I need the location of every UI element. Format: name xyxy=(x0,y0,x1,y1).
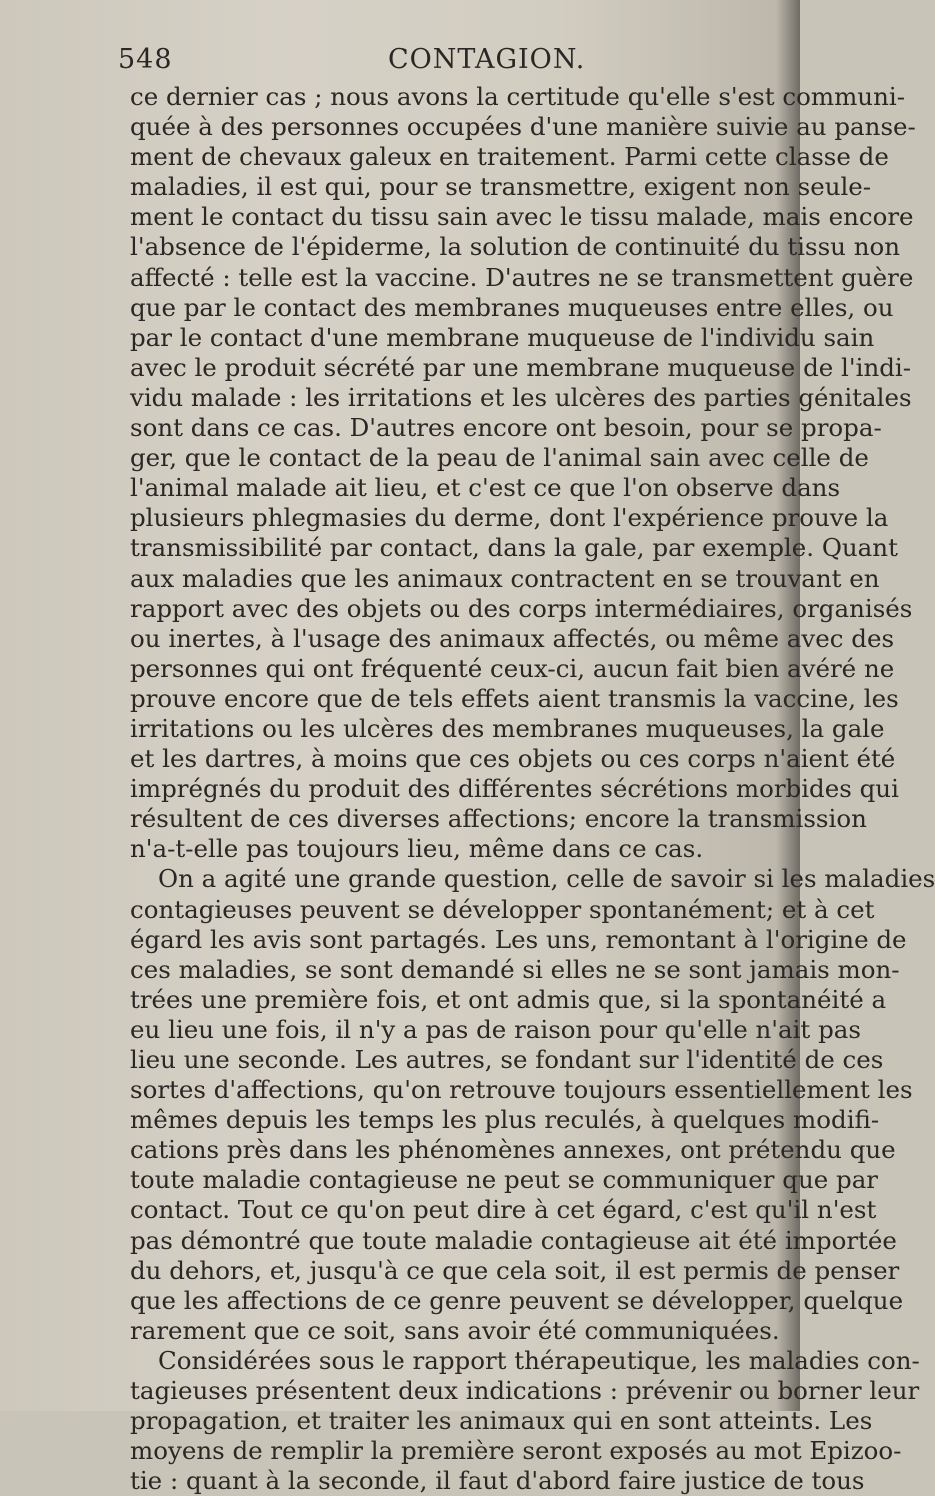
text-line: contact. Tout ce qu'on peut dire à cet égard, c'est qu'il n'est xyxy=(130,1195,877,1225)
body-text xyxy=(130,82,935,1496)
text-line: sortes d'affections, qu'on retrouve toujours essentiellement les xyxy=(130,1075,913,1105)
paragraph-end-line: n'a-t-elle pas toujours lieu, même dans ce cas. xyxy=(130,834,704,864)
text-line: aux maladies que les animaux contractent en se trouvant en xyxy=(130,563,880,593)
text-line: transmissibilité par contact, dans la gale, par exemple. Quant xyxy=(130,533,898,563)
text-line: prouve encore que de tels effets aient transmis la vaccine, les xyxy=(130,683,899,713)
text-line: et les dartres, à moins que ces objets ou ces corps n'aient été xyxy=(130,744,896,774)
paragraph-start-line: Considérées sous le rapport thérapeutique, les maladies con- xyxy=(158,1345,920,1375)
text-line: ment le contact du tissu sain avec le tissu malade, mais encore xyxy=(130,202,914,232)
text-line: que par le contact des membranes muqueuses entre elles, ou xyxy=(130,292,894,322)
text-line: imprégnés du produit des différentes sécrétions morbides qui xyxy=(130,774,899,804)
text-line: l'animal malade ait lieu, et c'est ce que l'on observe dans xyxy=(130,473,841,503)
text-line: affecté : telle est la vaccine. D'autres ne se transmettent guère xyxy=(130,262,914,292)
text-line: tie : quant à la seconde, il faut d'abord faire justice de tous xyxy=(130,1466,865,1496)
text-line: résultent de ces diverses affections; encore la transmission xyxy=(130,804,867,834)
text-line: mêmes depuis les temps les plus reculés, à quelques modifi- xyxy=(130,1105,880,1135)
text-line: du dehors, et, jusqu'à ce que cela soit, il est permis de penser xyxy=(130,1255,900,1285)
text-line: tagieuses présentent deux indications : prévenir ou borner leur xyxy=(130,1376,920,1406)
page-number: 548 xyxy=(118,44,173,75)
text-line: moyens de remplir la première seront exposés au mot Epizoo- xyxy=(130,1436,902,1466)
text-line: ce dernier cas ; nous avons la certitude qu'elle s'est communi- xyxy=(130,82,905,111)
text-line: ger, que le contact de la peau de l'animal sain avec celle de xyxy=(130,443,869,473)
text-line: trées une première fois, et ont admis que, si la spontanéité a xyxy=(130,984,887,1014)
text-line: toute maladie contagieuse ne peut se communiquer que par xyxy=(130,1165,879,1195)
text-line: ou inertes, à l'usage des animaux affectés, ou même avec des xyxy=(130,623,895,653)
text-line: ment de chevaux galeux en traitement. Parmi cette classe de xyxy=(130,142,889,172)
text-line: que les affections de ce genre peuvent se développer, quelque xyxy=(130,1285,904,1315)
page-header xyxy=(0,44,800,84)
text-line: propagation, et traiter les animaux qui en sont atteints. Les xyxy=(130,1406,873,1436)
text-line: ces maladies, se sont demandé si elles ne se sont jamais mon- xyxy=(130,954,900,984)
running-title: CONTAGION. xyxy=(388,44,586,75)
text-line: eu lieu une fois, il n'y a pas de raison pour qu'elle n'ait pas xyxy=(130,1014,861,1044)
text-line: contagieuses peuvent se développer spontanément; et à cet xyxy=(130,894,875,924)
text-line: l'absence de l'épiderme, la solution de continuité du tissu non xyxy=(130,232,901,262)
paragraph-start-line: On a agité une grande question, celle de savoir si les maladies xyxy=(158,864,935,894)
text-line: par le contact d'une membrane muqueuse de l'individu sain xyxy=(130,322,875,352)
text-line: vidu malade : les irritations et les ulcères des parties génitales xyxy=(130,382,912,412)
text-line: sont dans ce cas. D'autres encore ont besoin, pour se propa- xyxy=(130,413,882,443)
paragraph-end-line: rarement que ce soit, sans avoir été communiquées. xyxy=(130,1315,780,1345)
text-line: personnes qui ont fréquenté ceux-ci, aucun fait bien avéré ne xyxy=(130,653,895,683)
text-line: rapport avec des objets ou des corps intermédiaires, organisés xyxy=(130,593,913,623)
text-line: quée à des personnes occupées d'une manière suivie au panse- xyxy=(130,112,916,142)
text-line: avec le produit sécrété par une membrane muqueuse de l'indi- xyxy=(130,352,912,382)
text-line: cations près dans les phénomènes annexes, ont prétendu que xyxy=(130,1135,896,1165)
text-line: maladies, il est qui, pour se transmettre, exigent non seule- xyxy=(130,172,872,202)
text-line: pas démontré que toute maladie contagieuse ait été importée xyxy=(130,1225,897,1255)
text-line: lieu une seconde. Les autres, se fondant sur l'identité de ces xyxy=(130,1045,884,1074)
text-line: égard les avis sont partagés. Les uns, remontant à l'origine de xyxy=(130,924,907,954)
text-line: plusieurs phlegmasies du derme, dont l'expérience prouve la xyxy=(130,503,889,533)
text-line: irritations ou les ulcères des membranes muqueuses, la gale xyxy=(130,713,885,743)
